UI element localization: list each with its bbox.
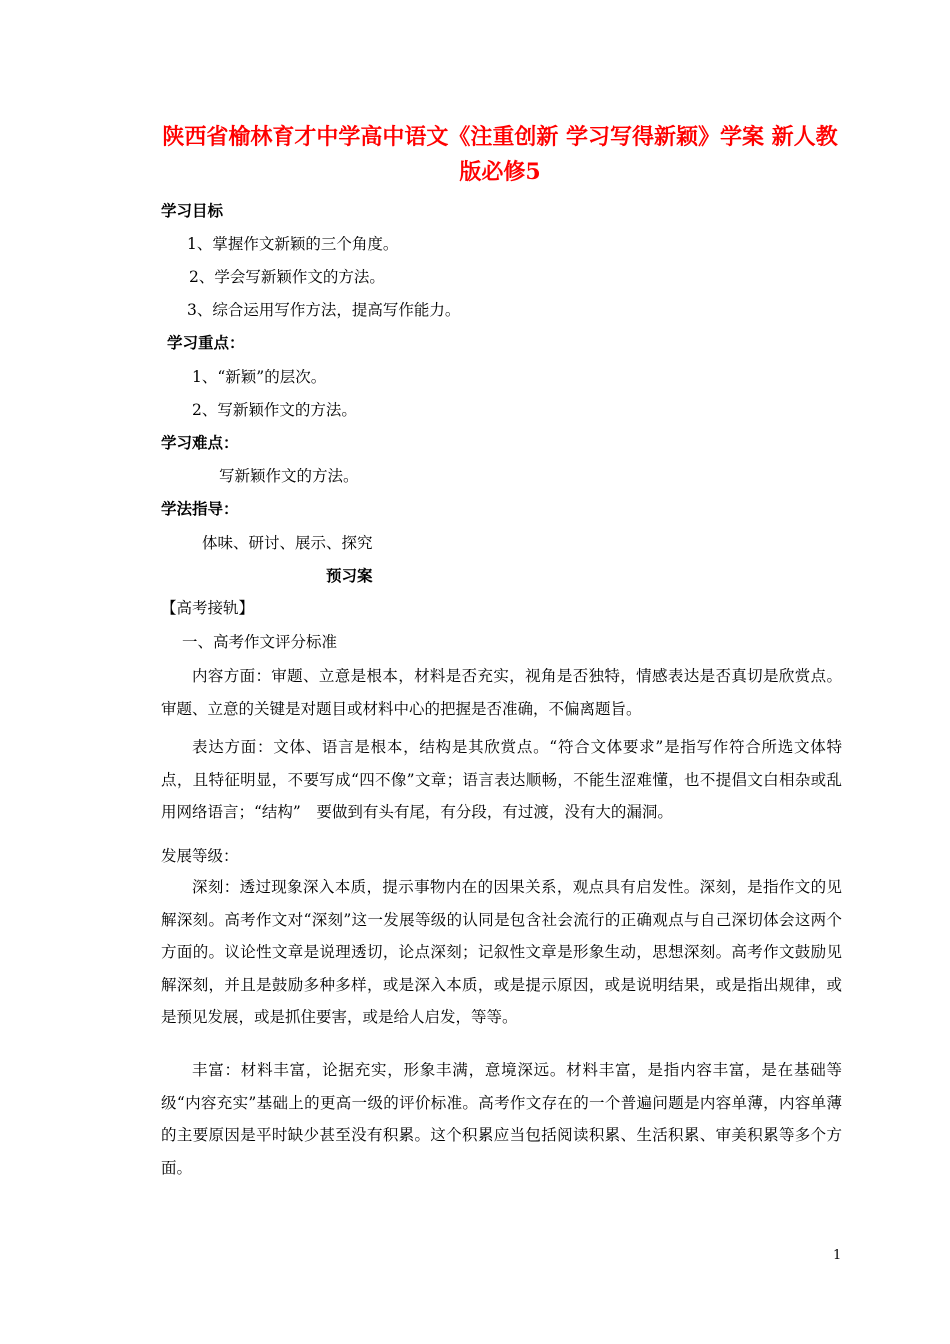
document-title-line-1: 陕西省榆林育才中学高中语文《注重创新 学习写得新颖》学案 新人教: [162, 124, 838, 150]
method-heading: 学法指导：: [161, 499, 239, 518]
paragraph-depth: 深刻：透过现象深入本质，提示事物内在的因果关系，观点具有启发性。深刻，是指作文的见解深刻。高考作文对“深刻”这一发展等级的认同是包含社会流行的正确观点与自己深切体会这两个方面的。议论性文章是说理透切，论点深刻；记叙性文章是形象生动，思想深刻。高考作文鼓励见解深刻，并且是鼓励多种多样，或是深入本质，或是提示原因，或是说明结果，或是指出规律，或是预见发展，或是抓住要害，或是给人启发，等等。: [161, 878, 842, 1027]
key-point-item: 2、写新颖作文的方法。: [192, 401, 357, 419]
subsection-title: 一、高考作文评分标准: [182, 633, 338, 651]
difficulty-heading: 学习难点：: [161, 433, 239, 452]
preview-heading: 预习案: [326, 566, 373, 585]
page-number: 1: [833, 1248, 842, 1263]
method-text: 体味、研讨、展示、探究: [202, 534, 373, 552]
objectives-heading: 学习目标: [161, 201, 224, 220]
difficulty-text: 写新颖作文的方法。: [219, 467, 359, 485]
paragraph-expression: 表达方面：文体、语言是根本，结构是其欣赏点。“符合文体要求”是指写作符合所选文体特点，且特征明显，不要写成“四不像”文章；语言表达顺畅，不能生涩难懂，也不提倡文白相杂或乱用网络语言；“结构” 要做到有头有尾，有分段，有过渡，没有大的漏洞。: [161, 738, 842, 822]
objective-item: 3、综合运用写作方法，提高写作能力。: [187, 301, 461, 319]
objective-item: 2、学会写新颖作文的方法。: [189, 268, 385, 286]
document-title-line-2: 版必修5: [459, 159, 541, 185]
section-heading: 【高考接轨】: [161, 599, 255, 617]
paragraph-rich: 丰富：材料丰富，论据充实，形象丰满，意境深远。材料丰富，是指内容丰富，是在基础等级“内容充实”基础上的更高一级的评价标准。高考作文存在的一个普遍问题是内容单薄，内容单薄的主要原因是平时缺少甚至没有积累。这个积累应当包括阅读积累、生活积累、审美积累等多个方面。: [161, 1061, 842, 1177]
development-label: 发展等级：: [161, 847, 239, 865]
key-points-heading: 学习重点：: [167, 333, 245, 352]
paragraph-content: 内容方面：审题、立意是根本，材料是否充实，视角是否独特，情感表达是否真切是欣赏点。审题、立意的关键是对题目或材料中心的把握是否准确，不偏离题旨。: [161, 667, 842, 718]
objective-item: 1、掌握作文新颖的三个角度。: [187, 235, 399, 253]
key-point-item: 1、“新颖”的层次。: [192, 368, 327, 386]
